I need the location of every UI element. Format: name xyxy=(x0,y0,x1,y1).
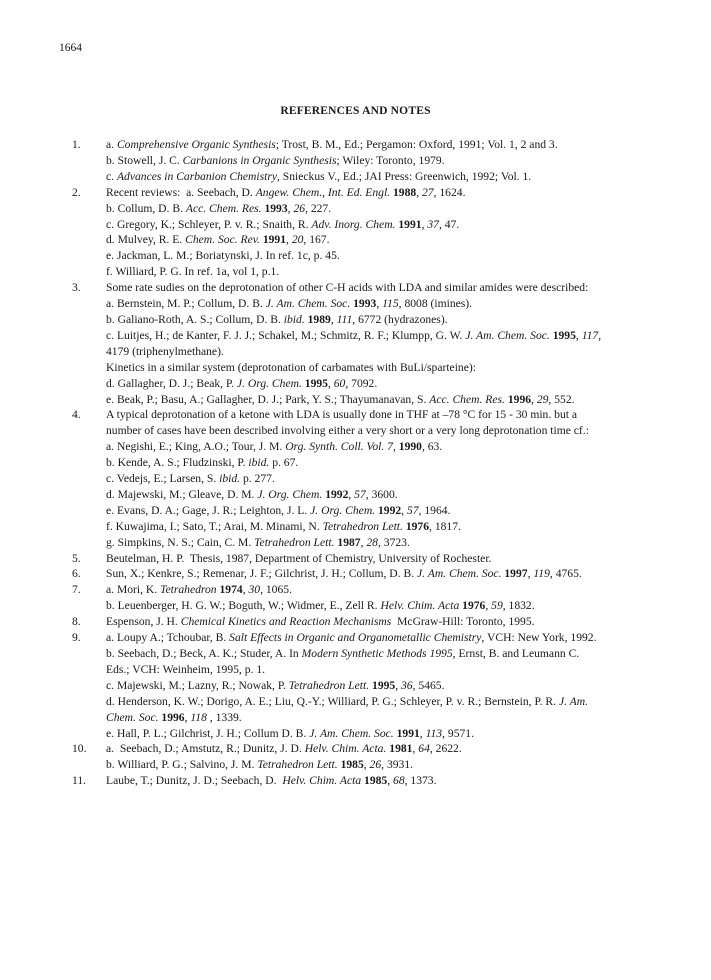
reference-line xyxy=(106,710,676,726)
reference-number: 7. xyxy=(72,583,81,597)
reference-text: g. Simpkins, N. S.; Cain, C. M. xyxy=(106,535,255,549)
reference-text: c. Gregory, K.; Schleyer, P. v. R.; Snaith, R. xyxy=(106,217,312,231)
reference-text: , 9571. xyxy=(442,726,474,740)
reference-line xyxy=(106,264,676,280)
italic-text: J. Org. Chem. xyxy=(310,503,376,517)
reference-line xyxy=(106,630,676,646)
bold-text: 1995 xyxy=(304,376,328,390)
reference-text: , 1373. xyxy=(404,774,437,788)
reference-text: ; Trost, B. M., Ed.; Pergamon: Oxford, 1991; Vol. 1, 2 and 3. xyxy=(275,138,558,151)
italic-text: Tetrahedron Lett. xyxy=(322,519,403,533)
reference-item xyxy=(66,741,676,773)
page-number: 1664 xyxy=(59,42,82,54)
bold-text: 1988 xyxy=(393,185,417,199)
reference-text: , xyxy=(286,233,292,247)
reference-line xyxy=(106,360,676,376)
reference-text: b. Kende, A. S.; Fludzinski, P. xyxy=(106,456,249,470)
italic-text: Chemical Kinetics and Reaction Mechanisms xyxy=(180,615,392,629)
reference-body xyxy=(106,566,676,582)
italic-text: Tetrahedron Lett. xyxy=(288,678,370,692)
reference-text: b. Galiano-Roth, A. S.; Collum, D. B. xyxy=(106,312,284,326)
bold-text: 1981 xyxy=(389,742,413,756)
reference-number: 5. xyxy=(72,551,81,565)
italic-text: 57 xyxy=(354,487,366,501)
reference-text: p. 277. xyxy=(240,472,275,486)
italic-text: 117 xyxy=(581,328,599,342)
bold-text: 1991 xyxy=(396,726,420,740)
reference-item xyxy=(66,407,676,550)
reference-text: b. Collum, D. B. xyxy=(106,201,186,215)
reference-text: d. Henderson, K. W.; Dorigo, A. E.; Liu, Q.-Y.; Williard, P. G.; Schleyer, P. v. R.; Bernstein, P. R. xyxy=(106,694,559,708)
italic-text: Helv. Chim. Acta. xyxy=(304,742,387,756)
italic-text: 113 xyxy=(425,726,443,740)
italic-text: Angew. Chem., Int. Ed. Engl. xyxy=(255,185,391,199)
reference-item xyxy=(66,614,676,630)
reference-text: e. Hall, P. L.; Gilchrist, J. H.; Collum D. B. xyxy=(106,726,310,740)
reference-item xyxy=(66,773,676,789)
reference-text: McGraw-Hill: Toronto, 1995. xyxy=(391,615,535,629)
italic-text: Org. Synth. Coll. Vol. 7 xyxy=(285,440,393,454)
reference-text: ; Wiley: Toronto, 1979. xyxy=(336,153,445,167)
bold-text: 1985 xyxy=(340,758,364,772)
reference-body xyxy=(106,280,676,407)
reference-text: , xyxy=(419,726,426,740)
reference-line xyxy=(106,217,676,233)
bold-text: 1993 xyxy=(353,297,377,311)
reference-line xyxy=(106,153,676,169)
bold-text: 1991 xyxy=(262,233,287,247)
reference-text: , 167. xyxy=(303,233,330,247)
reference-body xyxy=(106,582,676,614)
reference-text: a. xyxy=(106,138,117,151)
reference-item xyxy=(66,280,676,407)
reference-text: a. Bernstein, M. P.; Collum, D. B. xyxy=(106,297,266,311)
reference-line xyxy=(106,232,676,248)
reference-text: Laube, T.; Dunitz, J. D.; Seebach, D. xyxy=(106,774,283,788)
reference-text: , xyxy=(184,710,191,724)
reference-text: , 227. xyxy=(305,201,332,215)
reference-line xyxy=(106,471,676,487)
italic-text: 28 xyxy=(366,535,378,549)
reference-line xyxy=(106,248,676,264)
reference-text: , 6772 (hydrazones). xyxy=(352,312,448,326)
reference-text: Kinetics in a similar system (deprotonation of carbamates with BuLi/sparteine): xyxy=(106,360,476,374)
reference-line xyxy=(106,566,676,582)
reference-text: b. Stowell, J. C. xyxy=(106,153,183,167)
reference-text: f. Kuwajima, I.; Sato, T.; Arai, M. Minami, N. xyxy=(106,519,323,533)
bold-text: 1976 xyxy=(405,519,430,533)
reference-text: b. Seebach, D.; Beck, A. K.; Studer, A. In xyxy=(106,647,302,660)
italic-text: Salt Effects in Organic and Organometallic Chemistry xyxy=(229,631,482,645)
italic-text: 36 xyxy=(401,678,413,692)
reference-text: , xyxy=(392,440,399,454)
reference-text: , xyxy=(376,297,383,311)
reference-line xyxy=(106,694,676,710)
reference-text: , xyxy=(527,567,534,581)
reference-line xyxy=(106,201,676,217)
italic-text: Acc. Chem. Res. xyxy=(185,201,262,215)
reference-text: d. Gallagher, D. J.; Beak, P. xyxy=(106,376,237,390)
reference-body xyxy=(106,407,676,550)
reference-line xyxy=(106,519,676,535)
reference-text: p. 67. xyxy=(269,456,299,470)
reference-text: , 3723. xyxy=(377,535,410,549)
reference-line xyxy=(106,312,676,328)
italic-text: J. Am. Chem. Soc. xyxy=(309,726,394,740)
italic-text: J. Am. Chem. Soc. xyxy=(265,297,351,311)
bold-text: 1990 xyxy=(398,440,422,454)
reference-text: d. Majewski, M.; Gleave, D. M. xyxy=(106,487,258,501)
reference-text: , 1624. xyxy=(433,185,466,199)
reference-body xyxy=(106,551,676,567)
reference-text: , xyxy=(387,774,394,788)
bold-text: 1976 xyxy=(462,599,486,613)
reference-text: a. Loupy A.; Tchoubar, B. xyxy=(106,631,230,645)
reference-text: c. Vedejs, E.; Larsen, S. xyxy=(106,472,220,486)
reference-line xyxy=(106,296,676,312)
italic-text: 26 xyxy=(369,758,382,772)
bold-text: 1987 xyxy=(337,535,361,549)
reference-text: Espenson, J. H. xyxy=(106,615,181,629)
reference-text: number of cases have been described involving either a very short or a very long deprotonation time cf.: xyxy=(106,424,589,438)
reference-text: , 2622. xyxy=(429,742,462,756)
reference-text: Recent reviews: a. Seebach, D. xyxy=(106,185,256,199)
reference-line xyxy=(106,598,676,614)
italic-text: J. Org. Chem. xyxy=(236,376,302,390)
bold-text: 1985 xyxy=(364,774,388,788)
italic-text: J. Am. xyxy=(558,694,589,708)
bold-text: 1995 xyxy=(552,328,576,342)
reference-text: , xyxy=(395,678,401,692)
reference-text: , xyxy=(401,503,407,517)
reference-body xyxy=(106,630,676,741)
italic-text: Tetrahedron xyxy=(160,583,217,597)
reference-text: f. Williard, P. G. In ref. 1a, vol 1, p.1. xyxy=(106,265,280,279)
italic-text: 26 xyxy=(293,201,306,215)
reference-text: Eds.; VCH: Weinheim, 1995, p. 1. xyxy=(106,662,266,676)
reference-text: , VCH: New York, 1992. xyxy=(481,631,597,645)
reference-text: , xyxy=(421,217,428,231)
reference-text: , 7092. xyxy=(345,376,378,390)
section-title: REFERENCES AND NOTES xyxy=(280,105,431,117)
reference-text: , 1065. xyxy=(260,583,292,597)
reference-text: c. Luitjes, H.; de Kanter, F. J. J.; Schakel, M.; Schmitz, R. F.; Klumpp, G. W. xyxy=(106,328,466,342)
reference-line xyxy=(106,741,676,757)
italic-text: ibid. xyxy=(283,312,305,326)
italic-text: 111 xyxy=(336,312,353,326)
reference-text: b. Leuenberger, H. G. W.; Boguth, W.; Widmer, E., Zell R. xyxy=(106,599,381,613)
reference-text: , 5465. xyxy=(412,678,445,692)
reference-line xyxy=(106,535,676,551)
reference-line xyxy=(106,137,676,153)
reference-text: , Snieckus V., Ed.; JAI Press: Greenwich, 1992; Vol. 1. xyxy=(277,169,532,183)
reference-text: e. Beak, P.; Basu, A.; Gallagher, D. J.; Park, Y. S.; Thayumanavan, S. xyxy=(106,392,430,406)
bold-text: 1997 xyxy=(504,567,528,581)
italic-text: ibid. xyxy=(248,456,270,470)
reference-line xyxy=(106,344,676,360)
reference-line xyxy=(106,439,676,455)
italic-text: 57 xyxy=(406,503,419,517)
italic-text: 27 xyxy=(421,185,434,199)
reference-line xyxy=(106,392,676,408)
reference-text: , 1964. xyxy=(418,503,451,517)
reference-line xyxy=(106,503,676,519)
italic-text: Chem. Soc. Rev. xyxy=(185,233,260,247)
reference-text: , xyxy=(360,535,367,549)
reference-text: , 3931. xyxy=(381,758,414,772)
reference-line xyxy=(106,646,676,662)
reference-text: , xyxy=(348,487,355,501)
reference-number: 1. xyxy=(72,138,81,151)
reference-text: Some rate sudies on the deprotonation of other C-H acids with LDA and similar amides were described: xyxy=(106,281,589,295)
reference-item xyxy=(66,566,676,582)
reference-text: , 47. xyxy=(438,217,460,231)
reference-number: 3. xyxy=(72,281,81,295)
reference-line xyxy=(106,662,676,678)
reference-line xyxy=(106,328,676,344)
reference-text: Sun, X.; Kenkre, S.; Remenar, J. F.; Gilchrist, J. H.; Collum, D. B. xyxy=(106,567,417,581)
reference-text: , Ernst, B. and Leumann C. xyxy=(452,647,580,660)
reference-text: , xyxy=(327,376,334,390)
reference-text: A typical deprotonation of a ketone with LDA is usually done in THF at –78 °C for 15 - 30 min. but a xyxy=(106,408,578,422)
reference-line xyxy=(106,678,676,694)
italic-text: Advances in Carbanion Chemistry xyxy=(116,169,277,183)
reference-text: , xyxy=(287,201,294,215)
reference-text: e. Evans, D. A.; Gage, J. R.; Leighton, J. L. xyxy=(106,503,311,517)
reference-text: , xyxy=(485,599,492,613)
italic-text: 59 xyxy=(491,599,503,613)
reference-line xyxy=(106,455,676,471)
bold-text: 1992 xyxy=(378,503,402,517)
italic-text: 30 xyxy=(248,583,261,597)
italic-text: 20 xyxy=(291,233,304,247)
reference-line xyxy=(106,185,676,201)
reference-text: a. Negishi, E.; King, A.O.; Tour, J. M. xyxy=(106,440,286,454)
reference-text: , xyxy=(242,583,249,597)
reference-text: , 8008 (imines). xyxy=(398,297,473,311)
reference-text: 4179 (triphenylmethane). xyxy=(106,344,224,358)
reference-text: a. Seebach, D.; Amstutz, R.; Dunitz, J. D. xyxy=(106,742,305,756)
reference-item xyxy=(66,137,676,185)
reference-text: , xyxy=(416,185,422,199)
reference-text: , 1832. xyxy=(502,599,535,613)
italic-text: 119 xyxy=(533,567,550,581)
reference-text: c. Majewski, M.; Lazny, R.; Nowak, P. xyxy=(106,678,289,692)
italic-text: 115 xyxy=(382,297,399,311)
reference-line xyxy=(106,773,676,789)
bold-text: 1992 xyxy=(325,487,349,501)
bold-text: 1991 xyxy=(398,217,422,231)
reference-text: , 4765. xyxy=(549,567,582,581)
italic-text: Tetrahedron Lett. xyxy=(257,758,338,772)
italic-text: 64 xyxy=(418,742,430,756)
bold-text: 1993 xyxy=(264,201,288,215)
reference-text: , xyxy=(412,742,419,756)
reference-text: Beutelman, H. P. Thesis, 1987, Department of Chemistry, University of Rochester. xyxy=(106,551,492,565)
reference-line xyxy=(106,407,676,423)
reference-text: a. Mori, K. xyxy=(106,583,161,597)
reference-list xyxy=(66,137,676,789)
reference-body xyxy=(106,614,676,630)
italic-text: Chem. Soc. xyxy=(106,710,159,724)
reference-text: e. Jackman, L. M.; Boriatynski, J. In ref. 1c, p. 45. xyxy=(106,249,340,263)
reference-line xyxy=(106,376,676,392)
reference-text: , 1339. xyxy=(206,710,242,724)
italic-text: Helv. Chim. Acta xyxy=(380,599,460,613)
reference-line xyxy=(106,487,676,503)
italic-text: Comprehensive Organic Synthesis xyxy=(116,138,276,151)
italic-text: ibid. xyxy=(219,472,241,486)
italic-text: J. Org. Chem. xyxy=(257,487,323,501)
italic-text: Helv. Chim. Acta xyxy=(282,774,362,788)
reference-number: 4. xyxy=(72,408,81,422)
italic-text: J. Am. Chem. Soc. xyxy=(465,328,550,342)
reference-text: , xyxy=(598,328,602,342)
reference-line xyxy=(106,169,676,185)
reference-text: , 63. xyxy=(421,440,443,454)
reference-text: d. Mulvey, R. E. xyxy=(106,233,186,247)
bold-text: 1989 xyxy=(307,312,331,326)
reference-text: , xyxy=(575,328,582,342)
reference-line xyxy=(106,726,676,742)
reference-item xyxy=(66,551,676,567)
italic-text: Carbanions in Organic Synthesis xyxy=(182,153,337,167)
reference-text: b. Williard, P. G.; Salvino, J. M. xyxy=(106,758,258,772)
reference-number: 10. xyxy=(72,742,87,756)
reference-line xyxy=(106,423,676,439)
reference-text: c. xyxy=(106,169,117,183)
reference-line xyxy=(106,551,676,567)
reference-body xyxy=(106,137,676,185)
italic-text: Adv. Inorg. Chem. xyxy=(311,217,396,231)
reference-body xyxy=(106,185,676,280)
reference-text: , 552. xyxy=(548,392,575,406)
reference-item xyxy=(66,185,676,280)
reference-line xyxy=(106,280,676,296)
bold-text: 1996 xyxy=(507,392,532,406)
bold-text: 1996 xyxy=(161,710,185,724)
bold-text: 1974 xyxy=(219,583,243,597)
reference-number: 8. xyxy=(72,615,81,629)
reference-text: , 3600. xyxy=(365,487,398,501)
reference-body xyxy=(106,741,676,773)
italic-text: 118 xyxy=(190,710,207,724)
italic-text: Acc. Chem. Res. xyxy=(429,392,505,406)
reference-text: , 1817. xyxy=(429,519,461,533)
reference-number: 2. xyxy=(72,185,81,199)
italic-text: 60 xyxy=(333,376,346,390)
italic-text: J. Am. Chem. Soc. xyxy=(417,567,502,581)
reference-text: , xyxy=(363,758,370,772)
reference-line xyxy=(106,582,676,598)
italic-text: Modern Synthetic Methods 1995 xyxy=(301,647,453,660)
reference-item xyxy=(66,582,676,614)
reference-item xyxy=(66,630,676,741)
reference-text: , xyxy=(330,312,337,326)
reference-line xyxy=(106,757,676,773)
bold-text: 1995 xyxy=(372,678,396,692)
italic-text: 68 xyxy=(393,774,405,788)
reference-number: 9. xyxy=(72,631,81,645)
reference-text: , xyxy=(531,392,537,406)
reference-body xyxy=(106,773,676,789)
reference-line xyxy=(106,614,676,630)
italic-text: 37 xyxy=(427,217,439,231)
italic-text: Tetrahedron Lett. xyxy=(254,535,335,549)
reference-number: 11. xyxy=(72,774,87,788)
italic-text: 29 xyxy=(536,392,549,406)
reference-number: 6. xyxy=(72,567,81,581)
